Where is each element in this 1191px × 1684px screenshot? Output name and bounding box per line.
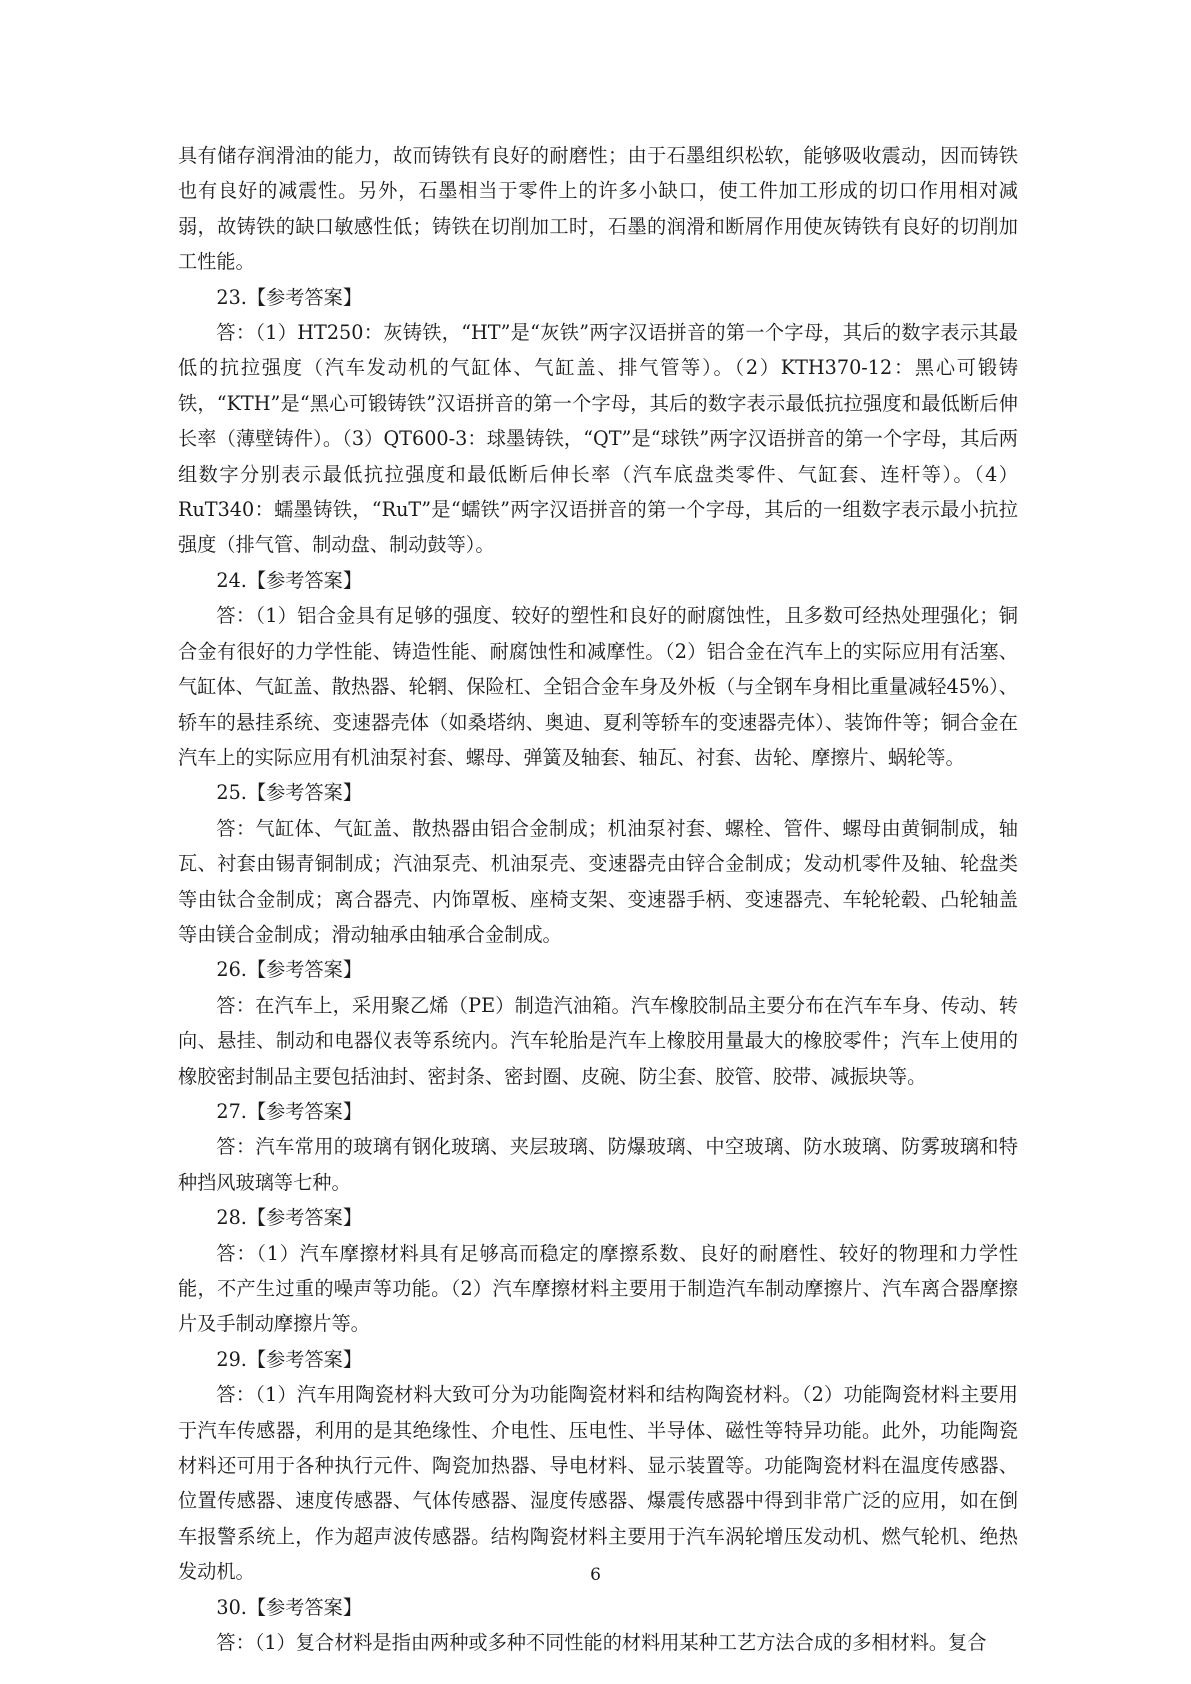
section-answer: 答：汽车常用的玻璃有钢化玻璃、夹层玻璃、防爆玻璃、中空玻璃、防水玻璃、防雾玻璃和特种挡风玻璃等七种。 — [178, 1135, 1018, 1194]
answer-section-23 — [178, 280, 1018, 563]
section-answer: 答：（1）铝合金具有足够的强度、较好的塑性和良好的耐腐蚀性，且多数可经热处理强化；铜合金有很好的力学性能、铸造性能、耐腐蚀性和减摩性。（2）铝合金在汽车上的实际应用有活塞、气缸体、气缸盖、散热器、轮辋、保险杠、全铝合金车身及外板（与全钢车身相比重量减轻45%）、轿车的悬挂系统、变速器壳体（如桑塔纳、奥迪、夏利等轿车的变速器壳体）、装饰件等；铜合金在汽车上的实际应用有机油泵衬套、螺母、弹簧及轴套、轴瓦、衬套、齿轮、摩擦片、蜗轮等。 — [178, 604, 1018, 769]
answer-section-27 — [178, 1094, 1018, 1200]
answer-section-28 — [178, 1200, 1018, 1342]
section-answer: 答：（1）汽车用陶瓷材料大致可分为功能陶瓷材料和结构陶瓷材料。（2）功能陶瓷材料主要用于汽车传感器，利用的是其绝缘性、介电性、压电性、半导体、磁性等特异功能。此外，功能陶瓷材料还可用于各种执行元件、陶瓷加热器、导电材料、显示装置等。功能陶瓷材料在温度传感器、位置传感器、速度传感器、气体传感器、湿度传感器、爆震传感器中得到非常广泛的应用，如在倒车报警系统上，作为超声波传感器。结构陶瓷材料主要用于汽车涡轮增压发动机、燃气轮机、绝热发动机。 — [178, 1383, 1018, 1584]
answer-section-24 — [178, 563, 1018, 775]
section-answer: 答：气缸体、气缸盖、散热器由铝合金制成；机油泵衬套、螺栓、管件、螺母由黄铜制成，轴瓦、衬套由锡青铜制成；汽油泵壳、机油泵壳、变速器壳由锌合金制成；发动机零件及轴、轮盘类等由钛合金制成；离合器壳、内饰罩板、座椅支架、变速器手柄、变速器壳、车轮轮毂、凸轮轴盖等由镁合金制成；滑动轴承由轴承合金制成。 — [178, 816, 1018, 946]
section-heading: 26.【参考答案】 — [216, 958, 363, 982]
page-content — [178, 138, 1018, 1660]
answer-section-25 — [178, 775, 1018, 952]
section-answer: 答：在汽车上，采用聚乙烯（PE）制造汽油箱。汽车橡胶制品主要分布在汽车车身、传动、转向、悬挂、制动和电器仪表等系统内。汽车轮胎是汽车上橡胶用量最大的橡胶零件；汽车上使用的橡胶密封制品主要包括油封、密封条、密封圈、皮碗、防尘套、胶管、胶带、减振块等。 — [178, 993, 1018, 1088]
section-heading: 24.【参考答案】 — [216, 568, 363, 592]
section-answer: 答：（1）汽车摩擦材料具有足够高而稳定的摩擦系数、良好的耐磨性、较好的物理和力学性能，不产生过重的噪声等功能。（2）汽车摩擦材料主要用于制造汽车制动摩擦片、汽车离合器摩擦片及手制动摩擦片等。 — [178, 1241, 1018, 1336]
answer-section-29 — [178, 1342, 1018, 1590]
answer-section-26 — [178, 952, 1018, 1094]
section-heading: 28.【参考答案】 — [216, 1206, 363, 1230]
section-heading: 27.【参考答案】 — [216, 1099, 363, 1123]
section-heading: 25.【参考答案】 — [216, 781, 363, 805]
opening-paragraph: 具有储存润滑油的能力，故而铸铁有良好的耐磨性；由于石墨组织松软，能够吸收震动，因而铸铁也有良好的减震性。另外，石墨相当于零件上的许多小缺口，使工件加工形成的切口作用相对减弱，故铸铁的缺口敏感性低；铸铁在切削加工时，石墨的润滑和断屑作用使灰铸铁有良好的切削加工性能。 — [178, 144, 1018, 274]
section-heading: 30.【参考答案】 — [216, 1595, 363, 1619]
section-answer: 答：（1）HT250：灰铸铁，“HT”是“灰铁”两字汉语拼音的第一个字母，其后的数字表示其最低的抗拉强度（汽车发动机的气缸体、气缸盖、排气管等）。（2）KTH370-12：黑心可锻铸铁，“KTH”是“黑心可锻铸铁”汉语拼音的第一个字母，其后的数字表示最低抗拉强度和最低断后伸长率（薄壁铸件）。（3）QT600-3：球墨铸铁，“QT”是“球铁”两字汉语拼音的第一个字母，其后两组数字分别表示最低抗拉强度和最低断后伸长率（汽车底盘类零件、气缸套、连杆等）。（4）RuT340：蠕墨铸铁，“RuT”是“蠕铁”两字汉语拼音的第一个字母，其后的一组数字表示最小抗拉强度（排气管、制动盘、制动鼓等）。 — [178, 321, 1018, 557]
section-answer: 答：（1）复合材料是指由两种或多种不同性能的材料用某种工艺方法合成的多相材料。复合 — [216, 1631, 987, 1655]
section-heading: 23.【参考答案】 — [216, 285, 363, 309]
answer-section-30 — [178, 1590, 1018, 1661]
section-heading: 29.【参考答案】 — [216, 1347, 363, 1371]
page-number: 6 — [590, 1565, 601, 1585]
